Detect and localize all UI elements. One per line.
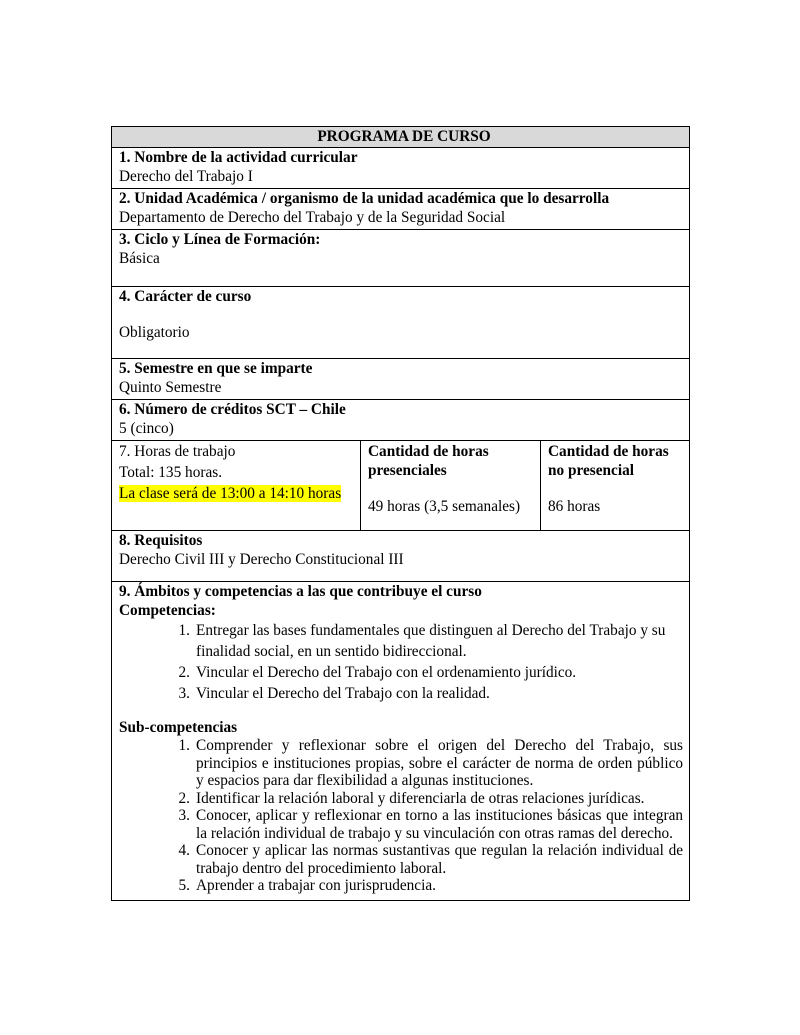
section-value: Derecho del Trabajo I — [119, 168, 253, 185]
section-heading: 8. Requisitos — [119, 532, 203, 549]
list-item-text: Vincular el Derecho del Trabajo con el ordenamiento jurídico. — [196, 664, 577, 681]
list-item-number: 5. — [178, 877, 190, 894]
list-item-text: Identificar la relación laboral y diferenciarla de otras relaciones jurídicas. — [196, 789, 645, 807]
presencial-heading: Cantidad de horas presenciales — [368, 443, 489, 479]
section-cycle-line — [112, 230, 690, 287]
course-program-table — [111, 126, 690, 901]
section-heading: 6. Número de créditos SCT – Chile — [119, 401, 346, 418]
work-hours-label: 7. Horas de trabajo — [119, 443, 236, 460]
list-item-text: Vincular el Derecho del Trabajo con la realidad. — [196, 685, 490, 702]
section-heading: 5. Semestre en que se imparte — [119, 360, 313, 377]
section-value: 5 (cinco) — [119, 420, 174, 437]
section-activity-name — [112, 148, 690, 189]
list-item-number: 4. — [178, 842, 190, 859]
section-course-character — [112, 287, 690, 359]
competency-item — [119, 683, 689, 704]
work-hours-total: Total: 135 horas. — [119, 464, 223, 481]
presencial-hours-cell — [361, 441, 541, 531]
subcompetency-item — [119, 877, 689, 895]
subcompetencies-list — [119, 737, 689, 895]
competencies-list — [119, 620, 689, 704]
section-heading: 3. Ciclo y Línea de Formación: — [119, 231, 321, 248]
section-value: Departamento de Derecho del Trabajo y de la Seguridad Social — [119, 209, 506, 226]
presencial-value: 49 horas (3,5 semanales) — [368, 498, 521, 515]
schedule-note: La clase será de 13:00 a 14:10 horas — [119, 485, 342, 502]
section-requirements — [112, 531, 690, 582]
list-item-number: 2. — [178, 789, 190, 807]
section-semester — [112, 359, 690, 400]
section-credits — [112, 400, 690, 441]
section-value: Obligatorio — [119, 324, 190, 341]
list-item-number: 3. — [178, 807, 190, 824]
no-presencial-heading: Cantidad de horas no presencial — [548, 443, 669, 479]
competencies-heading: Competencias: — [119, 602, 216, 619]
subcompetency-item — [119, 790, 689, 808]
section-value: Básica — [119, 250, 160, 267]
section-work-hours — [112, 441, 361, 531]
list-item-number: 2. — [178, 664, 190, 681]
competency-item — [119, 620, 689, 662]
subcompetency-item — [119, 807, 689, 842]
list-item-text: Aprender a trabajar con jurisprudencia. — [196, 877, 436, 894]
list-item-text: Entregar las bases fundamentales que distinguen al Derecho del Trabajo y su finalidad social, en un sentido bidireccional. — [196, 622, 666, 660]
section-academic-unit — [112, 189, 690, 230]
competency-item — [119, 662, 689, 683]
subcompetency-item — [119, 842, 689, 877]
no-presencial-hours-cell — [541, 441, 690, 531]
section-heading: 2. Unidad Académica / organismo de la unidad académica que lo desarrolla — [119, 190, 610, 207]
section-value: Derecho Civil III y Derecho Constitucional III — [119, 551, 404, 568]
subcompetencies-heading: Sub-competencias — [119, 719, 238, 736]
section-heading: 9. Ámbitos y competencias a las que contribuye el curso — [119, 583, 482, 600]
list-item-number: 3. — [178, 685, 190, 702]
document-title: PROGRAMA DE CURSO — [112, 127, 690, 148]
list-item-text: Conocer y aplicar las normas sustantivas que regulan la relación individual de trabajo dentro del procedimiento laboral. — [196, 842, 684, 877]
list-item-text: Comprender y reflexionar sobre el origen del Derecho del Trabajo, sus principios e instituciones propias, sobre el carácter de norma de orden público y espacios para dar flexibilidad a algunas instituciones. — [196, 737, 684, 789]
section-competencies — [112, 582, 690, 901]
section-heading: 1. Nombre de la actividad curricular — [119, 149, 358, 166]
list-item-number: 1. — [178, 622, 190, 639]
list-item-number: 1. — [178, 737, 190, 754]
list-item-text: Conocer, aplicar y reflexionar en torno a las instituciones básicas que integran la relación individual de trabajo y su vinculación con otras ramas del derecho. — [196, 807, 684, 842]
subcompetency-item — [119, 737, 689, 790]
section-heading: 4. Carácter de curso — [119, 288, 252, 305]
no-presencial-value: 86 horas — [548, 498, 601, 515]
section-value: Quinto Semestre — [119, 379, 222, 396]
